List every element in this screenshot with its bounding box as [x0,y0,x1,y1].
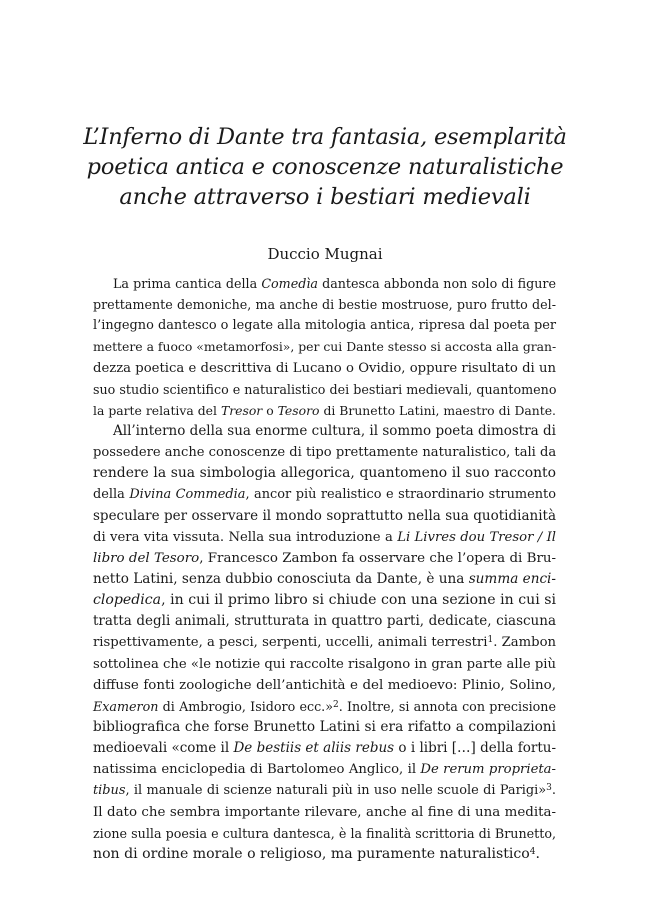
italic-title: Tesoro [277,402,320,418]
text-line: rispettivamente, a pesci, serpenti, uccelli, animali terrestri$^1$. Zambon [93,635,556,651]
text-line: natissima enciclopedia di Bartolomeo Anglico, il De rerum proprieta- [93,762,556,778]
text-line: Il dato che sembra importante rilevare, anche al fine di una medita- [93,804,556,820]
text-line: La prima cantica della Comedìa dantesca abbonda non solo di figure [113,276,556,291]
text-line: medioevali «come il De bestiis et aliis rebus o i libri […] della fortu- [93,740,556,757]
italic-title: De rerum proprieta- [420,762,556,778]
italic-title: Divina Commedia [129,487,246,503]
footnote-marker: 1 [487,635,494,646]
text-line: della Divina Commedia, ancor più realistico e straordinario strumento [93,487,556,503]
text-line: zione sulla poesia e cultura dantesca, è la finalità scrittoria di Brunetto, [93,825,556,841]
text-line: rendere la sua simbologia allegorica, quantomeno il suo racconto [93,465,556,482]
text-line: dezza poetica e descrittiva di Lucano o Ovidio, oppure risultato di un [93,360,556,376]
text-line: tratta degli animali, strutturata in quattro parti, dedicate, ciascuna [93,613,556,630]
text-line: l’ingegno dantesco o legate alla mitologia antica, ripresa dal poeta per [93,318,557,334]
article-title [70,122,580,212]
italic-title: libro del Tesoro [93,550,200,566]
text-line: suo studio scientifico e naturalistico dei bestiari medievali, quantomeno [93,381,557,397]
italic-title: tibus [93,783,126,799]
text-line: la parte relativa del Tresor o Tesoro di Brunetto Latini, maestro di Dante. [93,402,556,418]
text-line: di vera vita vissuta. Nella sua introduzione a Li Livres dou Tresor / Il [93,529,556,545]
text-line: mettere a fuoco «metamorfosi», per cui Dante stesso si accosta alla gran- [93,339,557,355]
text-line: Exameron di Ambrogio, Isidoro ecc.»$^2$. Inoltre, si annota con precisione [93,698,556,714]
italic-term: clopedica [93,592,162,609]
title-line: poetica antica e conoscenze naturalistiche [86,154,564,180]
text-line: All’interno della sua enorme cultura, il sommo poeta dimostra di [113,422,556,439]
text-line: speculare per osservare il mondo soprattutto nella sua quotidianità [93,507,556,524]
title-line: anche attraverso i bestiari medievali [119,184,531,210]
italic-title: De bestiis et aliis rebus [233,740,395,757]
text-line: diffuse fonti zoologiche dell’antichità e del medioevo: Plinio, Solino, [93,677,556,693]
text-line: clopedica, in cui il primo libro si chiude con una sezione in cui si [93,592,556,609]
footnote-marker: 4 [529,846,536,857]
text-line: libro del Tesoro, Francesco Zambon fa osservare che l’opera di Bru- [93,550,556,566]
text-line: prettamente demoniche, ma anche di bestie mostruose, puro frutto del- [93,297,556,313]
text-line: non di ordine morale o religioso, ma puramente naturalistico$^4$. [93,845,540,862]
italic-term: summa enci- [468,570,556,587]
text-line: netto Latini, senza dubbio conosciuta da Dante, è una summa enci- [93,570,556,587]
title-line: L’Inferno di Dante tra fantasia, esemplarità [83,124,567,150]
text-line: possedere anche conoscenze di tipo prettamente naturalistico, tali da [93,445,557,461]
italic-title: Tresor [220,402,263,418]
footnote-marker: 2 [332,699,339,710]
text-line: sottolinea che «le notizie qui raccolte risalgono in gran parte alle più [93,656,556,672]
text-line: bibliografica che forse Brunetto Latini si era rifatto a compilazioni [93,718,556,735]
italic-title: Exameron [93,698,159,714]
italic-title: Li Livres dou Tresor / Il [397,529,556,545]
body-text [93,273,556,865]
italic-title: Comedìa [261,276,318,291]
footnote-marker: 3 [546,783,552,794]
text-line: tibus, il manuale di scienze naturali più in uso nelle scuole di Parigi»$^3$. [93,783,556,799]
author-name: Duccio Mugnai [267,245,383,263]
